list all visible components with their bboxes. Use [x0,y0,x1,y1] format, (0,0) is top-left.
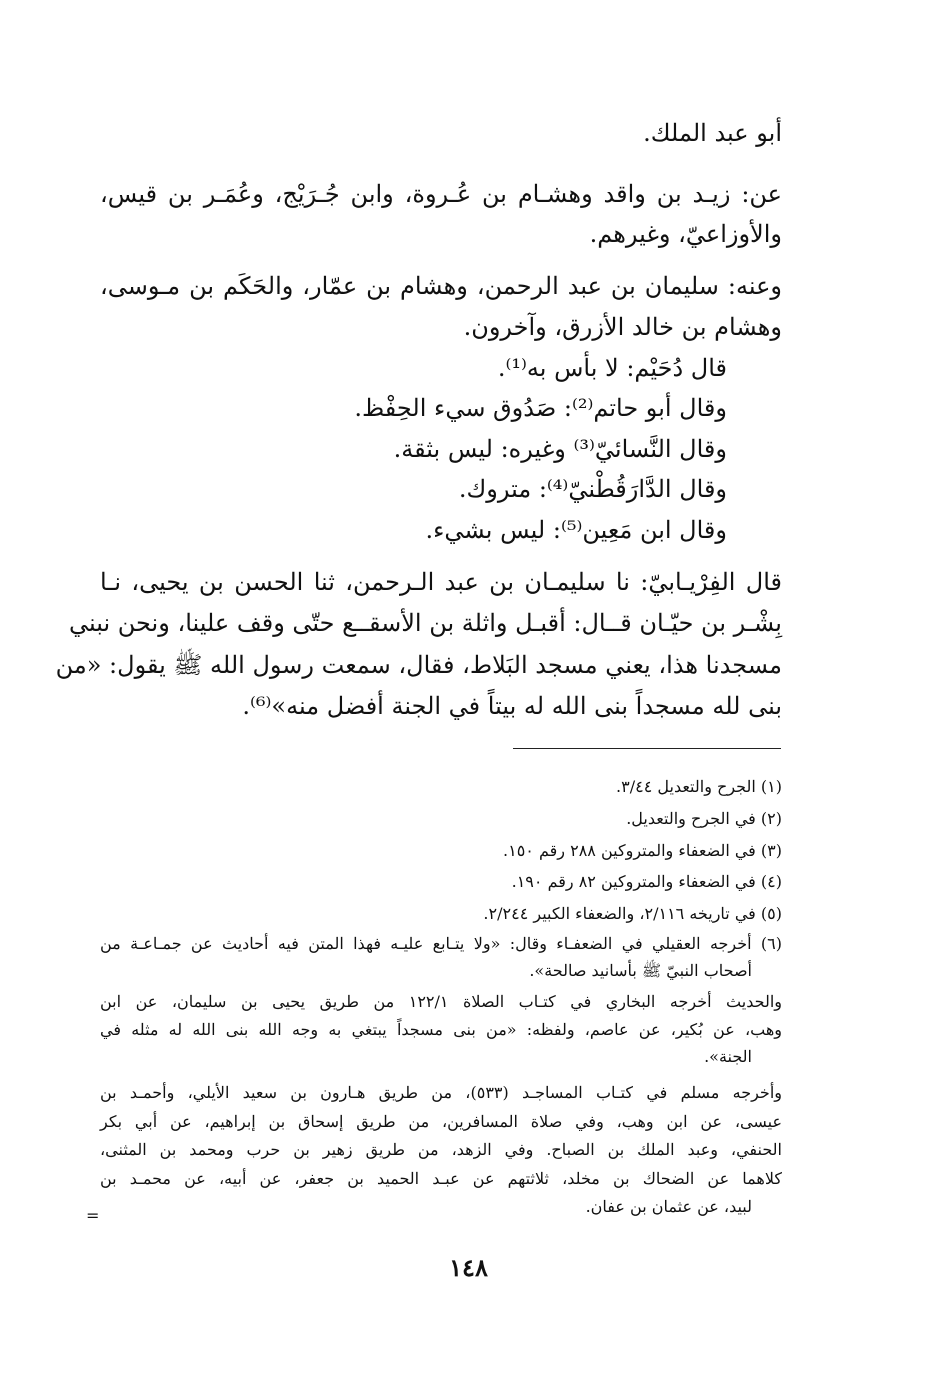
footnote-separator [513,748,781,749]
footnote-line: والحديث أخرجه البخاري في كتـاب الصلاة ١٢٢/١ من طريق يحيى بن سليمان، عن ابن [100,992,782,1011]
footnote-line: لبيد، عن عثمان بن عفان. [585,1197,752,1216]
footnote-line: (٢) في الجرح والتعديل. [626,809,782,828]
text-line: بِشْـر بن حيّـان قــال: أقبـل واثلة بن الأسقــع حتّى وقف علينا، ونحن نبني [68,609,782,637]
text-line: وقال ابن مَعِين⁽⁵⁾: ليس بشيء. [425,516,727,544]
footnote-line: (٤) في الضعفاء والمتروكين ٨٢ رقم ١٩٠. [511,872,782,891]
footnote-line: الحنفي، وعبد الملك بن الصباح. وفي الزهد، من طريق زهير بن حرب ومحمد بن المثنى، [100,1140,782,1159]
text-line: وعنه: سليمان بن عبد الرحمن، وهشام بن عمّار، والحَكَم بن مـوسى، [100,272,782,300]
text-line: وقال النَّسائيّ⁽³⁾ وغيره: ليس بثقة. [393,435,727,463]
page-number: ١٤٨ [449,1253,488,1282]
footnote-line: (٦) أخرجه العقيلي في الضعفـاء وقال: «ولا يتـابع عليـه فهذا المتن فيه أحاديث عن جمـاعـة من [100,934,782,953]
text-line: قال الفِرْيـابيّ: نا سليمـان بن عبد الـرحمن، ثنا الحسن بن يحيى، نـا [100,568,782,596]
continuation-mark: = [86,1206,100,1225]
footnote-line: وأخرجه مسلم في كتـاب المساجـد (٥٣٣)، من طريق هـارون بن سعيد الأيلي، وأحمـد بن [100,1083,782,1102]
text-line: بنى لله مسجداً بنى الله له بيتاً في الجنة أفضل منه»⁽⁶⁾. [242,692,782,720]
footnote-line: (٥) في تاريخه ٢/١١٦، والضعفاء الكبير ٢/٢٤٤. [483,904,782,923]
footnote-line: (١) الجرح والتعديل ٣/٤٤. [616,777,782,796]
footnote-line: عيسى، عن ابن وهب، وفي صلاة المسافرين، من طريق إسحاق بن إبراهيم، عن أبي بكر [100,1112,782,1131]
text-line: وقال الدَّارَقُطْنيّ⁽⁴⁾: متروك. [458,475,727,503]
footnote-line: الجنة». [704,1047,752,1066]
text-line: والأوزاعيّ، وغيرهم. [589,220,782,248]
text-line: قال دُحَيْم: لا بأس به⁽¹⁾. [497,354,727,382]
text-line: أبو عبد الملك. [643,119,782,147]
text-line: وقال أبو حاتم⁽²⁾: صَدُوق سيء الحِفْظ. [354,394,727,422]
footnote-line: وهب، عن بُكير، عن عاصم، ولفظه: «من بنى مسجداً يبتغي به وجه الله بنى الله له مثله في [100,1020,782,1039]
text-line: وهشام بن خالد الأزرق، وآخرون. [463,313,782,341]
footnote-line: (٣) في الضعفاء والمتروكين ٢٨٨ رقم ١٥٠. [503,841,782,860]
footnote-line: كلاهما عن الضحاك بن مخلد، ثلاثتهم عن عبـد الحميد بن جعفر، عن أبيه، عن محمـد بن [100,1169,782,1188]
text-line: عن: زيـد بن واقد وهشـام بن عُـروة، وابن جُـرَيْج، وعُمَـر بن قيس، [100,180,782,208]
text-line: مسجدنا هذا، يعني مسجد البَلاط، فقال، سمعت رسول الله ﷺ يقول: «من [55,651,782,679]
footnote-line: أصحاب النبيّ ﷺ بأسانيد صالحة». [529,961,752,980]
